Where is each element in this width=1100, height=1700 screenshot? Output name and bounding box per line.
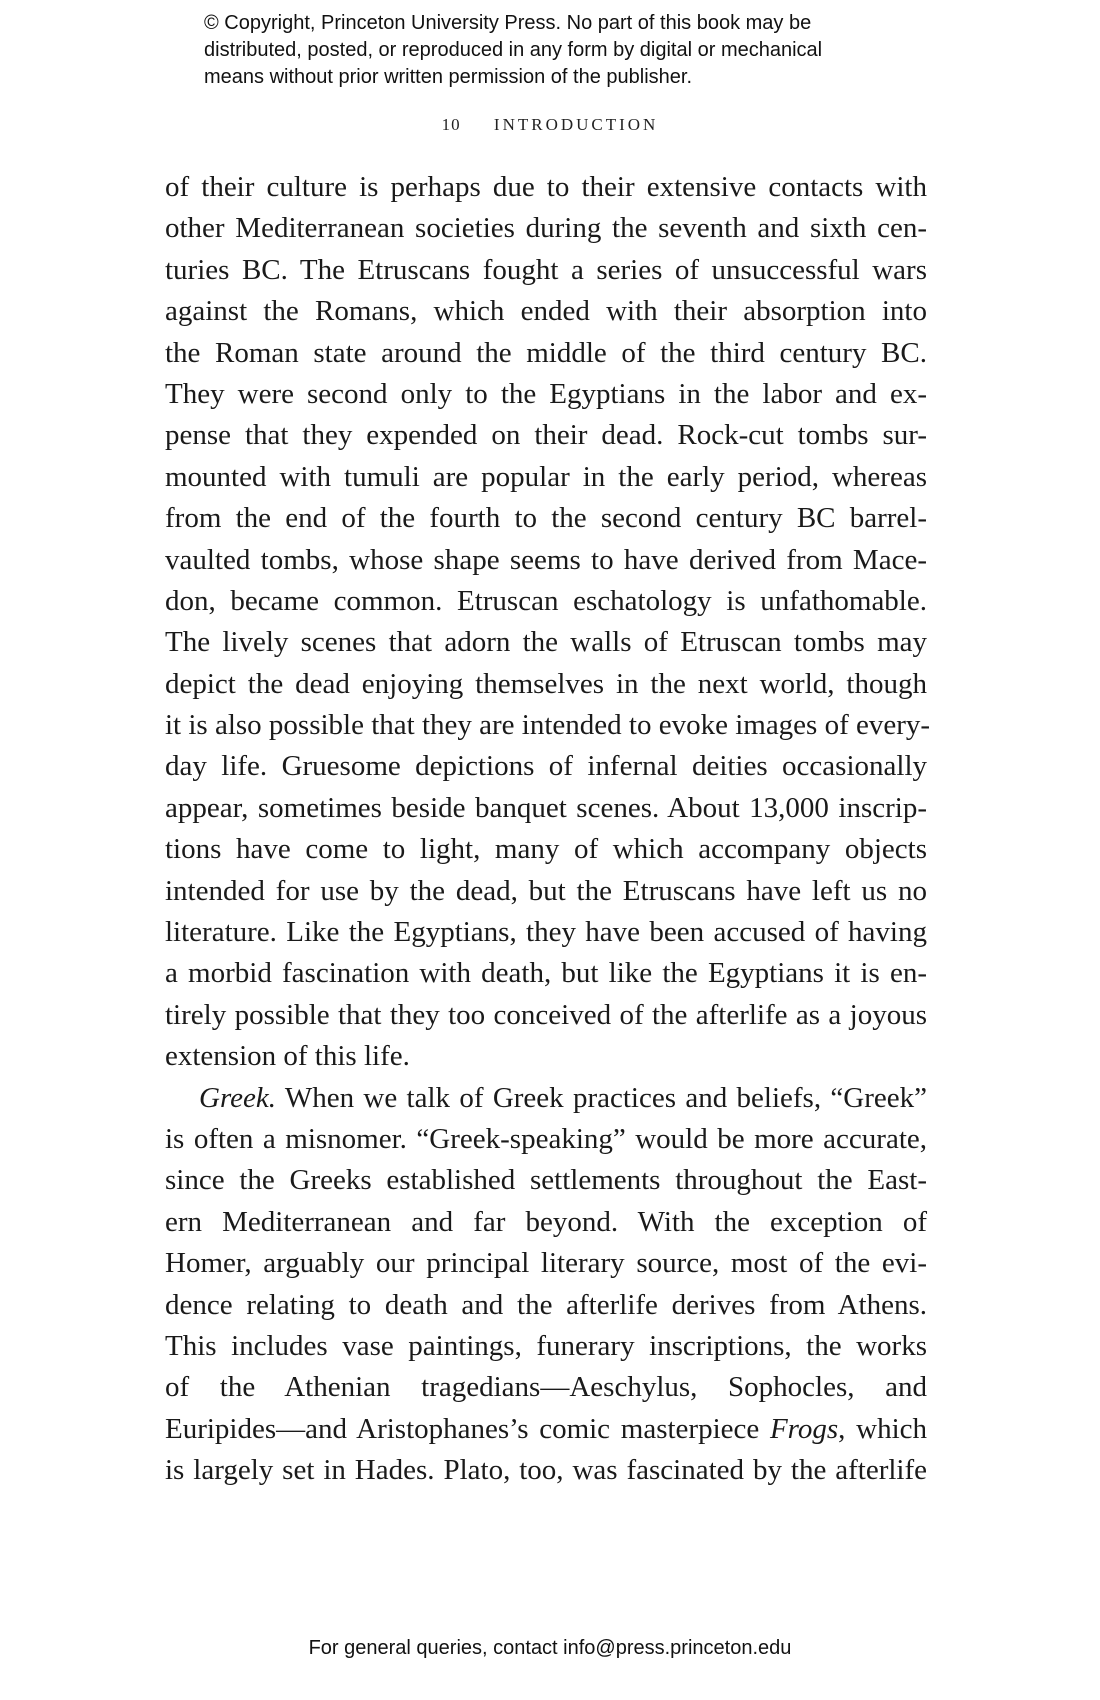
text-line: turies BC. The Etruscans fought a series of unsuccessful wars: [165, 253, 927, 286]
text-line: it is also possible that they are intended to evoke images of every-: [165, 709, 931, 742]
greek-paragraph-first-line: [165, 1078, 927, 1119]
text-line: appear, sometimes beside banquet scenes. About 13,000 inscrip-: [165, 791, 927, 824]
copyright-line: © Copyright, Princeton University Press. No part of this book may be: [204, 12, 812, 34]
copyright-notice: [204, 10, 964, 91]
text-line: intended for use by the dead, but the Etruscans have left us no: [165, 874, 927, 907]
section-title: INTRODUCTION: [493, 115, 659, 134]
text-line: pense that they expended on their dead. Rock-cut tombs sur-: [165, 419, 927, 452]
copyright-line: means without prior written permission of the publisher.: [204, 66, 693, 88]
text-line: The lively scenes that adorn the walls of Etruscan tombs may: [165, 626, 927, 659]
frogs-title: Frogs: [769, 1412, 839, 1445]
text-line: day life. Gruesome depictions of infernal deities occasionally: [165, 750, 927, 783]
text-line: is largely set in Hades. Plato, too, was fascinated by the afterlife: [165, 1454, 927, 1487]
text-line: of their culture is perhaps due to their extensive contacts with: [165, 171, 927, 203]
text-segment: Euripides—and Aristophanes’s comic masterpiece: [165, 1412, 770, 1445]
text-line: tirely possible that they too conceived of the afterlife as a joyous: [165, 998, 927, 1031]
greek-heading: Greek.: [199, 1081, 277, 1114]
text-line: against the Romans, which ended with their absorption into: [165, 295, 927, 328]
text-line: is often a misnomer. “Greek-speaking” would be more accurate,: [165, 1122, 927, 1155]
text-line: literature. Like the Egyptians, they have been accused of having: [165, 916, 927, 949]
text-line: a morbid fascination with death, but like the Egyptians it is en-: [165, 957, 927, 990]
body-text: [165, 167, 931, 1492]
text-line: ern Mediterranean and far beyond. With the exception of: [165, 1205, 927, 1238]
text-line: since the Greeks established settlements throughout the East-: [165, 1164, 927, 1197]
text-line: vaulted tombs, whose shape seems to have derived from Mace-: [165, 543, 927, 576]
text-line: dence relating to death and the afterlife derives from Athens.: [165, 1288, 927, 1321]
euripides-line: [165, 1409, 927, 1450]
text-line: tions have come to light, many of which accompany objects: [165, 833, 927, 866]
copyright-line: distributed, posted, or reproduced in any form by digital or mechanical: [204, 39, 823, 61]
text-line: They were second only to the Egyptians in the labor and ex-: [165, 377, 927, 410]
text-line: mounted with tumuli are popular in the early period, whereas: [165, 460, 927, 493]
text-line: other Mediterranean societies during the seventh and sixth cen-: [165, 212, 927, 245]
text-segment: When we talk of Greek practices and beliefs, “Greek”: [276, 1081, 927, 1114]
text-line: extension of this life.: [165, 1040, 410, 1073]
page-number: 10: [441, 115, 461, 134]
text-line: of the Athenian tragedians—Aeschylus, Sophocles, and: [165, 1371, 927, 1404]
text-line: depict the dead enjoying themselves in the next world, though: [165, 667, 927, 700]
text-line: from the end of the fourth to the second century BC barrel-: [165, 502, 927, 535]
text-line: don, became common. Etruscan eschatology is unfathomable.: [165, 584, 927, 617]
text-line: This includes vase paintings, funerary inscriptions, the works: [165, 1329, 927, 1362]
text-segment: , which: [838, 1412, 927, 1445]
text-line: the Roman state around the middle of the third century BC.: [165, 336, 927, 369]
running-head: [0, 115, 1100, 135]
text-line: Homer, arguably our principal literary source, most of the evi-: [165, 1247, 927, 1280]
footer-contact: For general queries, contact info@press.princeton.edu: [308, 1637, 792, 1659]
